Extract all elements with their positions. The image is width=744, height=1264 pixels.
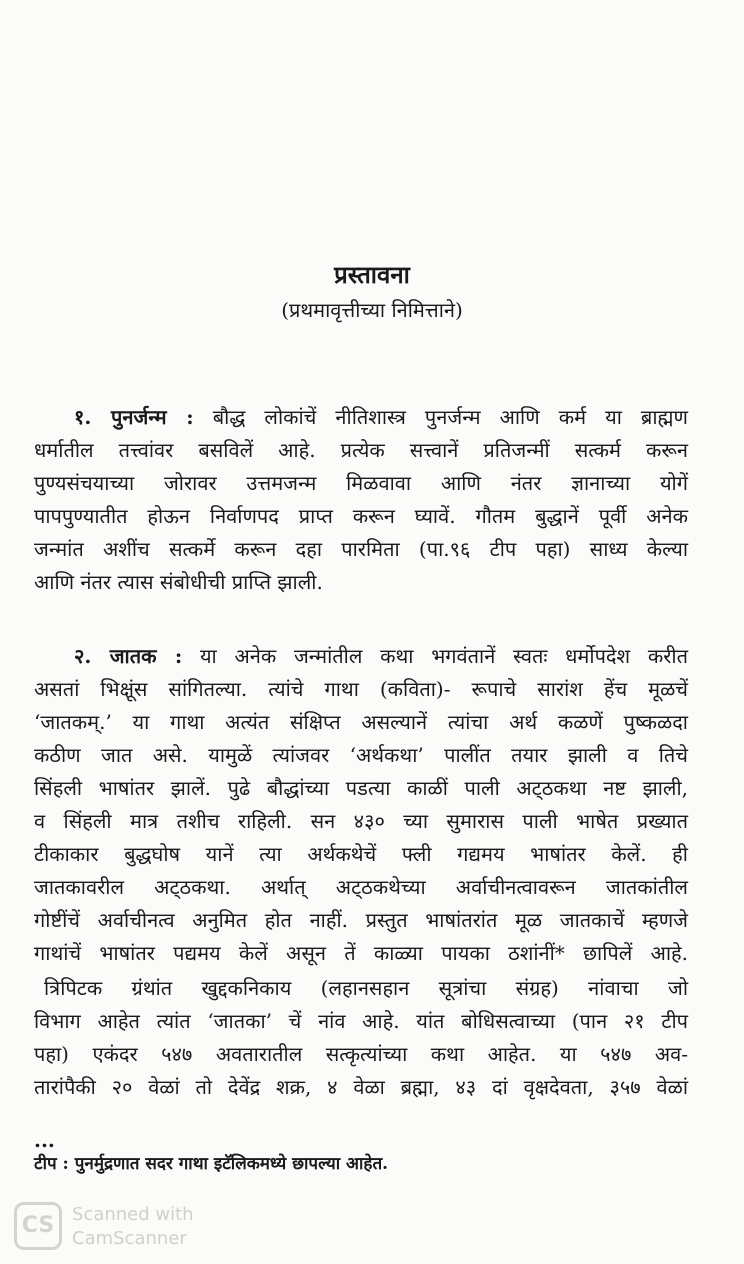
paragraph-line: सिंहली भाषांतर झालें. पुढे बौद्धांच्या पडत्या काळीं पाली अट्‌ठकथा नष्ट झाली, xyxy=(34,776,688,800)
paragraph-line: पापपुण्यातीत होऊन निर्वाणपद प्राप्त करून घ्यावें. गौतम बुद्धानें पूर्वी अनेक xyxy=(34,504,688,528)
continuation-ellipsis: ... xyxy=(34,1128,55,1152)
camscanner-logo-icon: CS xyxy=(14,1202,62,1250)
paragraph-line: तारांपैकी २० वेळां तो देवेंद्र शक्र, ४ वेळा ब्रह्मा, ४३ दां वृक्षदेवता, ३५७ वेळां xyxy=(34,1075,688,1099)
paragraph-tripitaka xyxy=(34,972,688,1104)
watermark-line-1: Scanned with xyxy=(72,1204,194,1225)
watermark-line-2: CamScanner xyxy=(72,1228,187,1249)
paragraph-line: गाथांचें भाषांतर पद्यमय केलें असून तें काळ्या पायका ठशांनीं* छापिलें आहे. xyxy=(34,941,688,965)
paragraph-line: त्रिपिटक ग्रंथांत खुद्दकनिकाय (लहानसहान सूत्रांचा संग्रह) नांवाचा जो xyxy=(44,976,688,1000)
paragraph-line: १. पुनर्जन्म : बौद्ध लोकांचें नीतिशास्त्र पुनर्जन्म आणि कर्म या ब्राह्मण xyxy=(74,405,689,429)
paragraph-line: २. जातक : या अनेक जन्मांतील कथा भगवंतानें स्वतः धर्मोपदेश करीत xyxy=(74,644,689,668)
page-subtitle: (प्रथमावृत्तीच्या निमित्ताने) xyxy=(281,298,463,322)
paragraph-line: गोष्टींचें अर्वाचीनत्व अनुमित होत नाहीं. प्रस्तुत भाषांतरांत मूळ जातकाचें म्हणजे xyxy=(34,908,688,932)
paragraph-line: व सिंहली मात्र तशीच राहिली. सन ४३० च्या सुमारास पाली भाषेत प्रख्यात xyxy=(34,809,688,833)
paragraph-line: धर्मातील तत्त्वांवर बसविलें आहे. प्रत्येक सत्त्वानें प्रतिजन्मीं सत्कर्म करून xyxy=(34,438,688,462)
paragraph-punarjanma xyxy=(34,401,688,599)
paragraph-line: जन्मांत अशींच सत्कर्मे करून दहा पारमिता (पा.९६ टीप पहा) साध्य केल्या xyxy=(34,537,688,561)
paragraph-jataka xyxy=(34,640,688,970)
paragraph-line: विभाग आहेत त्यांत ‘जातका’ चें नांव आहे. यांत बोधिसत्वाच्या (पान २१ टीप xyxy=(34,1009,688,1033)
paragraph-line: पहा) एकंदर ५४७ अवतारातील सत्कृत्यांच्या कथा आहेत. या ५४७ अव- xyxy=(34,1042,688,1066)
section-heading: १. पुनर्जन्म : xyxy=(74,405,194,429)
paragraph-line: आणि नंतर त्यास संबोधीची प्राप्ति झाली. xyxy=(34,570,323,594)
page-title: प्रस्तावना xyxy=(334,260,410,289)
paragraph-line: टीकाकार बुद्धघोष यानें त्या अर्थकथेचें फ्ली गद्यमय भाषांतर केलें. ही xyxy=(34,842,688,866)
paragraph-line: जातकावरील अट्‌ठकथा. अर्थात् अट्‌ठकथेच्या अर्वाचीनत्वावरून जातकांतील xyxy=(34,875,688,899)
section-heading: २. जातक : xyxy=(74,644,183,668)
paragraph-line: पुण्यसंचयाच्या जोरावर उत्तमजन्म मिळवावा आणि नंतर ज्ञानाच्या योगें xyxy=(34,471,688,495)
footnote: टीप : पुनर्मुद्रणात सदर गाथा इटॅलिकमध्ये छापल्या आहेत. xyxy=(34,1154,389,1174)
paragraph-line: ‘जातकम्.’ या गाथा अत्यंत संक्षिप्त असल्यानें त्यांचा अर्थ कळणें पुष्कळदा xyxy=(34,710,688,734)
paragraph-line: कठीण जात असे. यामुळें त्यांजवर ‘अर्थकथा’ पालींत तयार झाली व तिचे xyxy=(34,743,688,767)
paragraph-line: असतां भिक्षूंस सांगितल्या. त्यांचे गाथा (कविता)- रूपाचे सारांश हेंच मूळचें xyxy=(34,677,688,701)
